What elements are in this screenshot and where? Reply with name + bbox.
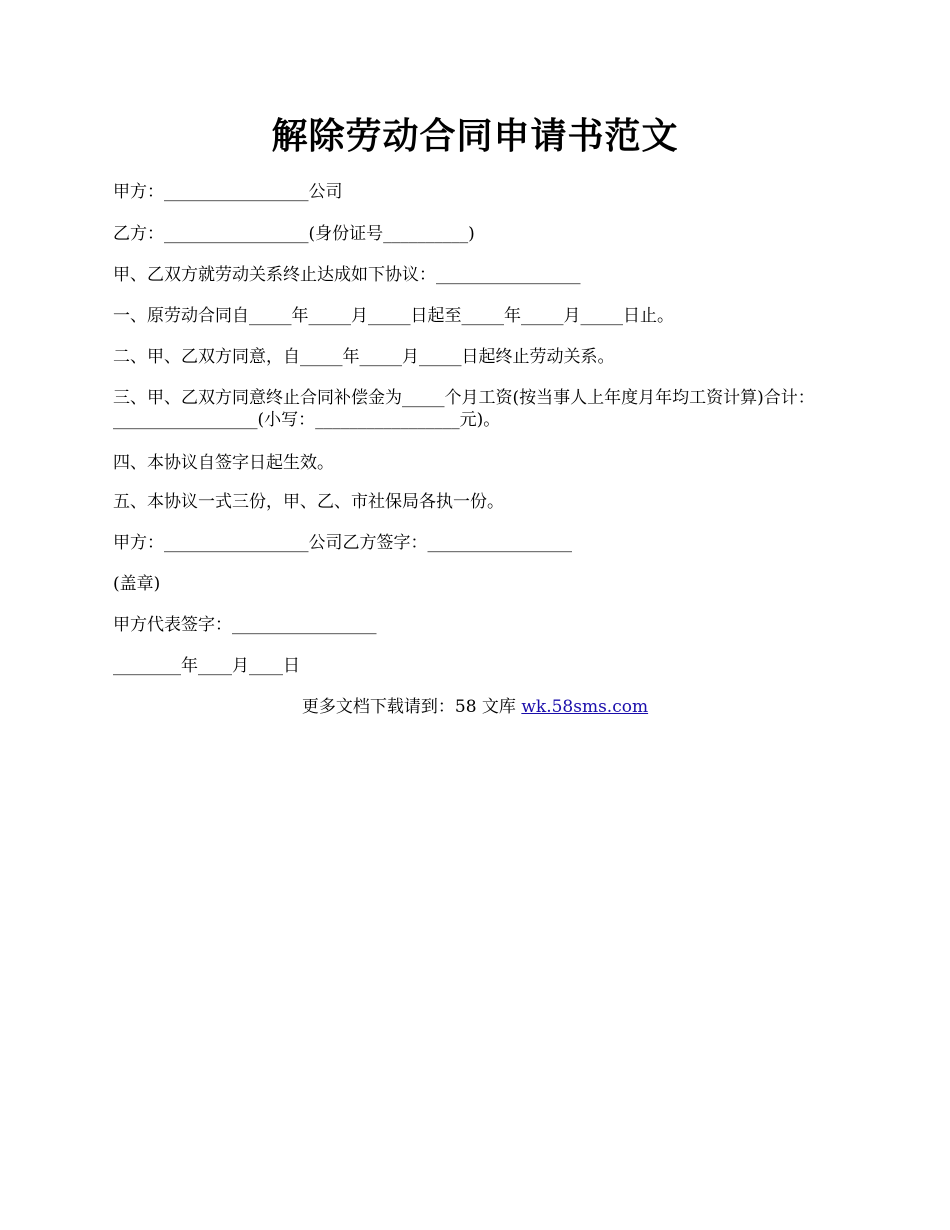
footer-text: 更多文档下载请到：58 文库 [301,697,522,717]
footer [0,696,950,718]
footer-link[interactable]: wk.58sms.com [521,697,649,717]
clause-1: 一、原劳动合同自_____年_____月_____日起至_____年_____月_____日止。 [113,306,674,326]
document-title: 解除劳动合同申请书范文 [271,115,679,157]
date-line: ________年____月____日 [113,656,300,676]
seal-note: (盖章) [113,574,161,594]
clause-5: 五、本协议一式三份，甲、乙、市社保局各执一份。 [113,492,504,512]
signature-line: 甲方：_________________公司乙方签字：_________________ [113,533,572,553]
clause-2: 二、甲、乙双方同意，自_____年_____月_____日起终止劳动关系。 [113,347,615,367]
representative-signature: 甲方代表签字：_________________ [113,615,377,635]
agreement-intro: 甲、乙双方就劳动关系终止达成如下协议：_________________ [113,265,581,285]
clause-3: 三、甲、乙双方同意终止合同补偿金为_____个月工资(按当事人上年度月年均工资计算)合计：_________________(小写：_________________元)。 [113,388,815,430]
clause-4: 四、本协议自签字日起生效。 [113,453,334,473]
party-b-line: 乙方：_________________(身份证号__________) [113,224,475,244]
party-a-line: 甲方：_________________公司 [113,182,343,202]
